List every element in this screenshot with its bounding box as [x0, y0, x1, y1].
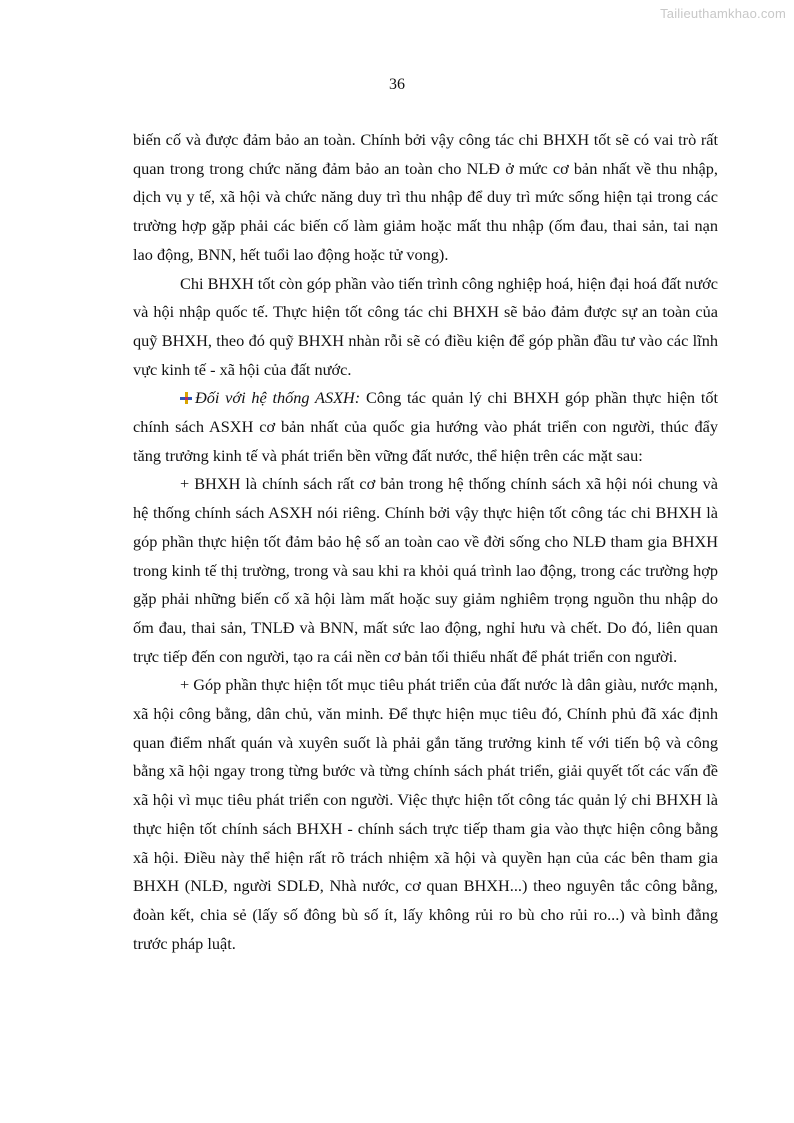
watermark: Tailieuthamkhao.com: [660, 6, 786, 21]
paragraph-bhxh-policy: + BHXH là chính sách rất cơ bản trong hệ thống chính sách xã hội nói chung và hệ thống chính sách ASXH nói riêng. Chính bởi vậy thực hiện tốt công tác chi BHXH là góp phần thực hiện tốt đảm bảo hệ số an toàn cao về đời sống cho NLĐ tham gia BHXH trong kinh tế thị trường, trong và sau khi ra khỏi quá trình lao động, trong các trường hợp gặp phải những biến cố xã hội làm mất hoặc suy giảm nghiêm trọng nguồn thu nhập do ốm đau, thai sản, TNLĐ và BNN, mất sức lao động, nghỉ hưu và chết. Do đó, liên quan trực tiếp đến con người, tạo ra cái nền cơ bản tối thiểu nhất để phát triển con người.: [133, 474, 718, 666]
paragraph-industrialization: Chi BHXH tốt còn góp phần vào tiến trình công nghiệp hoá, hiện đại hoá đất nước và hội nhập quốc tế. Thực hiện tốt công tác chi BHXH sẽ bảo đảm được sự an toàn của quỹ BHXH, theo đó quỹ BHXH nhàn rỗi sẽ có điều kiện để góp phần đầu tư vào các lĩnh vực kinh tế - xã hội của đất nước.: [133, 273, 718, 379]
paragraph-asxh: [133, 384, 718, 470]
paragraph-continuation: biến cố và được đảm bảo an toàn. Chính bởi vậy công tác chi BHXH tốt sẽ có vai trò rất quan trong trong chức năng đảm bảo an toàn cho NLĐ ở mức cơ bản nhất về thu nhập, dịch vụ y tế, xã hội và chức năng duy trì thu nhập để duy trì mức sống hiện tại trong các trường hợp gặp phải các biến cố làm giảm hoặc mất thu nhập (ốm đau, thai sản, tai nạn lao động, BNN, hết tuổi lao động hoặc tử vong).: [133, 130, 718, 264]
section-text: Công tác quản lý chi BHXH góp phần thực hiện tốt chính sách ASXH cơ bản nhất của quốc gia hướng vào phát triển con người, thúc đẩy tăng trưởng kinh tế và phát triển bền vững đất nước, thể hiện trên các mặt sau:: [133, 388, 719, 465]
paragraph-development-goal: + Góp phần thực hiện tốt mục tiêu phát triển của đất nước là dân giàu, nước mạnh, xã hội công bằng, dân chủ, văn minh. Để thực hiện mục tiêu đó, Chính phủ đã xác định quan điểm nhất quán và xuyên suốt là phải gắn tăng trưởng kinh tế với tiến bộ và công bằng xã hội ngay trong từng bước và từng chính sách phát triển, giải quyết tốt các vấn đề xã hội vì mục tiêu phát triển con người. Việc thực hiện tốt công tác quản lý chi BHXH là thực hiện tốt chính sách BHXH - chính sách trực tiếp tham gia vào thực hiện công bằng xã hội. Điều này thể hiện rất rõ trách nhiệm xã hội và quyền hạn của các bên tham gia BHXH (NLĐ, người SDLĐ, Nhà nước, cơ quan BHXH...) theo nguyên tắc công bằng, đoàn kết, chia sẻ (lấy số đông bù số ít, lấy không rủi ro bù cho rủi ro...) và bình đẳng trước pháp luật.: [133, 675, 718, 953]
page-number: 36: [389, 76, 405, 93]
section-heading: Đối với hệ thống ASXH:: [195, 388, 361, 408]
document-body: [133, 126, 718, 958]
four-color-plus-icon: [180, 392, 192, 404]
